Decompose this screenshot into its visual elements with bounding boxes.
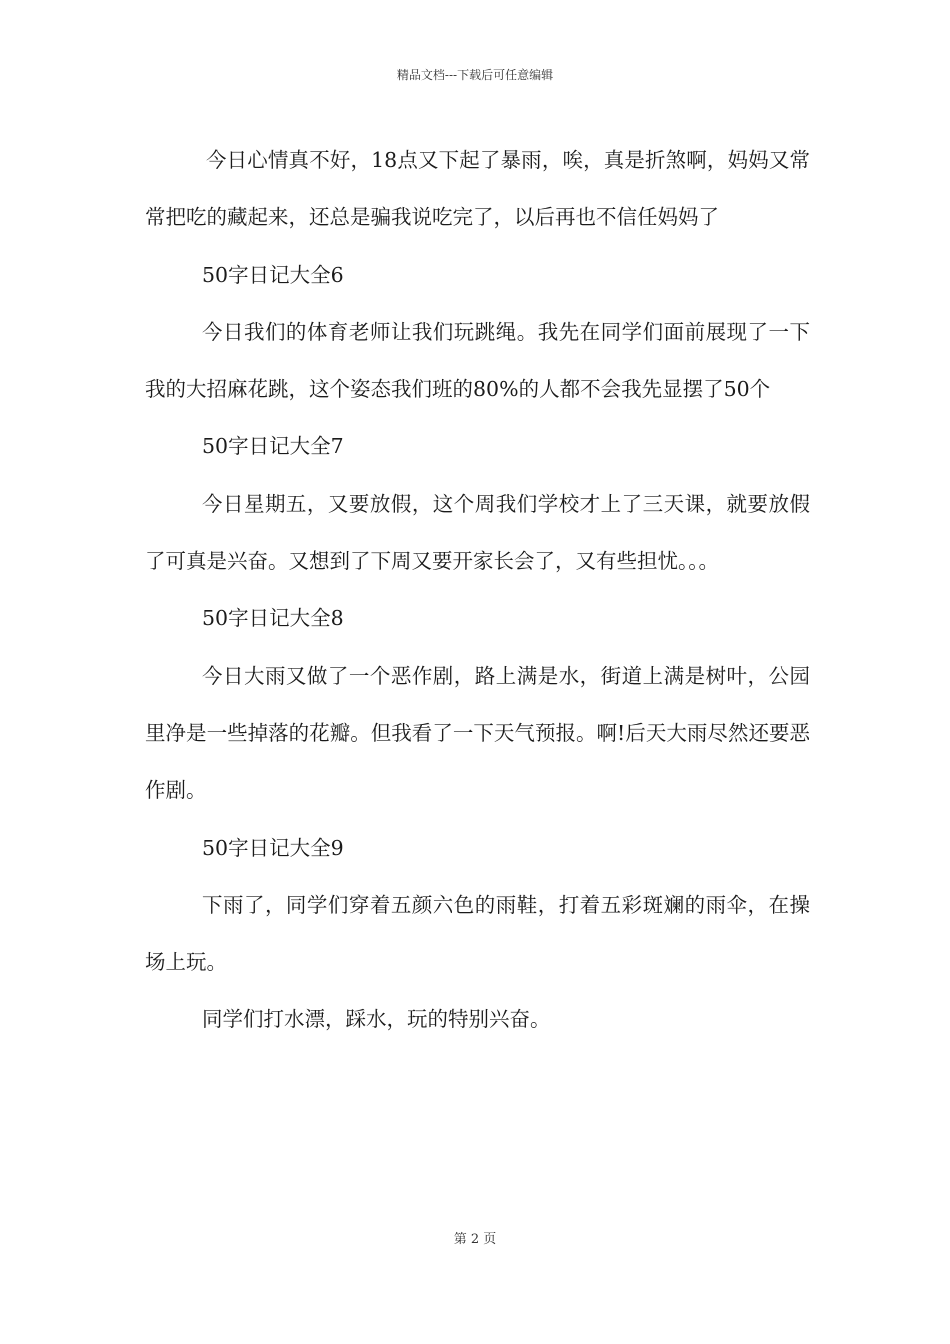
diary-paragraph: 今日大雨又做了一个恶作剧，路上满是水，街道上满是树叶，公园里净是一些掉落的花瓣。但我看了一下天气预报。啊!后天大雨尽然还要恶作剧。 [145, 663, 810, 803]
diary-heading: 50字日记大全6 [202, 262, 344, 287]
diary-paragraph: 同学们打水漂，踩水，玩的特别兴奋。 [202, 1007, 551, 1032]
diary-paragraph: 今日我们的体育老师让我们玩跳绳。我先在同学们面前展现了一下我的大招麻花跳，这个姿态我们班的80%的人都不会我先显摆了50个 [145, 319, 810, 402]
document-body [145, 132, 810, 1049]
diary-paragraph: 今日心情真不好，18点又下起了暴雨，唉，真是折煞啊，妈妈又常常把吃的藏起来，还总是骗我说吃完了，以后再也不信任妈妈了 [145, 148, 810, 230]
page-header: 精品文档---下载后可任意编辑 [396, 68, 554, 82]
diary-heading: 50字日记大全7 [202, 434, 344, 459]
diary-paragraph: 今日星期五，又要放假，这个周我们学校才上了三天课，就要放假了可真是兴奋。又想到了下周又要开家长会了，又有些担忧。。。 [145, 491, 810, 574]
page-number: 第 2 页 [453, 1232, 497, 1247]
diary-heading: 50字日记大全8 [202, 606, 344, 631]
diary-heading: 50字日记大全9 [202, 835, 344, 860]
diary-paragraph: 下雨了，同学们穿着五颜六色的雨鞋，打着五彩斑斓的雨伞，在操场上玩。 [145, 892, 810, 975]
